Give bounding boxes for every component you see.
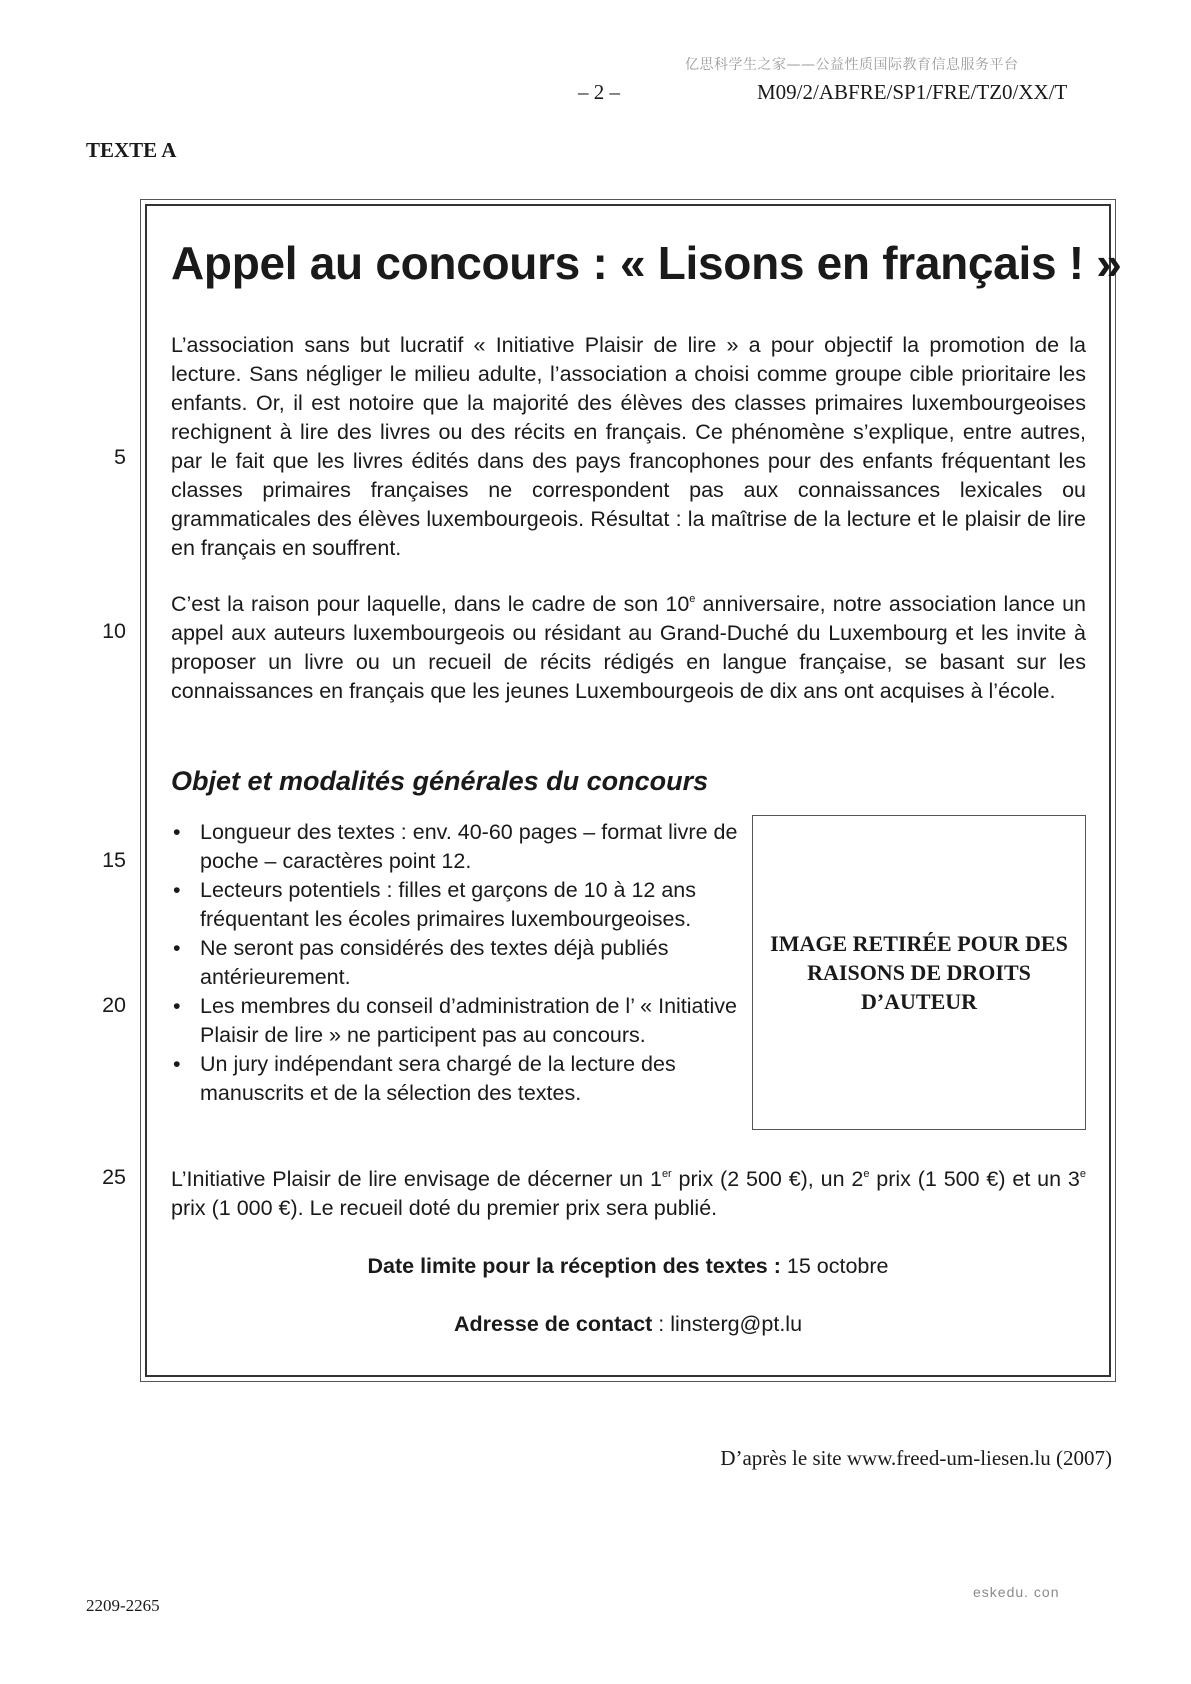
document-number: 2209-2265 xyxy=(86,1596,160,1615)
deadline-value: 15 octobre xyxy=(780,1254,889,1278)
list-item: • Un jury indépendant sera chargé de la lecture des manuscrits et de la sélection des textes. xyxy=(171,1050,741,1108)
deadline-label: Date limite pour la réception des textes : xyxy=(367,1254,781,1278)
paragraph-2 xyxy=(171,590,1086,706)
paragraph-3-text-d: prix (1 000 €). Le recueil doté du premier prix sera publié. xyxy=(171,1196,718,1220)
watermark-bottom: eskedu. con xyxy=(973,1584,1060,1600)
conditions-list xyxy=(171,818,741,1108)
line-number: 5 xyxy=(114,445,126,469)
list-item: • Lecteurs potentiels : filles et garçons de 10 à 12 ans fréquentant les écoles primaires luxembourgeoises. xyxy=(171,876,741,934)
paragraph-3-text-c: prix (1 500 €) et un 3 xyxy=(869,1167,1080,1191)
ordinal-superscript: e xyxy=(1079,1168,1086,1180)
image-placeholder xyxy=(752,815,1086,1130)
contact-email: : linsterg@pt.lu xyxy=(652,1312,803,1336)
list-item: • Longueur des textes : env. 40-60 pages – format livre de poche – caractères point 12. xyxy=(171,818,741,876)
deadline-line xyxy=(145,1254,1111,1279)
watermark-top: 亿思科学生之家——公益性质国际教育信息服务平台 xyxy=(685,57,1019,73)
paragraph-2-text-b: anniversaire, notre association lance un appel aux auteurs luxembourgeois ou résidant au Grand-Duché du Luxembourg et les invite à proposer un livre ou un recueil de récits rédigés en langue française, se basant sur les connaissances en français que les jeunes Luxembourgeois de dix ans ont acquises à l’école. xyxy=(171,592,1086,703)
paragraph-3-text-b: prix (2 500 €), un 2 xyxy=(671,1167,864,1191)
ordinal-superscript: e xyxy=(863,1168,870,1180)
contact-line xyxy=(145,1312,1111,1337)
list-item: • Ne seront pas considérés des textes déjà publiés antérieurement. xyxy=(171,934,741,992)
source-citation: D’après le site www.freed-um-liesen.lu (2007) xyxy=(720,1446,1112,1470)
list-item: • Les membres du conseil d’administration de l’ « Initiative Plaisir de lire » ne participent pas au concours. xyxy=(171,992,741,1050)
exam-code: M09/2/ABFRE/SP1/FRE/TZ0/XX/T xyxy=(757,80,1068,104)
paragraph-1: L’association sans but lucratif « Initiative Plaisir de lire » a pour objectif la promotion de la lecture. Sans négliger le milieu adulte, l’association a choisi comme groupe cible prioritaire les enfants. Or, il est notoire que la majorité des élèves des classes primaires luxembourgeoises rechignent à lire des livres ou des récits en français. Ce phénomène s’explique, entre autres, par le fait que les livres édités dans des pays francophones pour des enfants fréquentant les classes primaires françaises ne correspondent pas aux connaissances lexicales ou grammaticales des élèves luxembourgeois. Résultat : la maîtrise de la lecture et le plaisir de lire en français en souffrent. xyxy=(171,333,1086,560)
image-placeholder-text: IMAGE RETIRÉE POUR DES RAISONS DE DROITS D’AUTEUR xyxy=(770,931,1068,1014)
line-number: 10 xyxy=(102,619,126,643)
line-number: 15 xyxy=(102,848,126,872)
section-subheading: Objet et modalités générales du concours xyxy=(171,766,709,796)
contact-label: Adresse de contact xyxy=(453,1312,653,1336)
paragraph-2-superscript: e xyxy=(689,593,696,605)
article-title: Appel au concours : « Lisons en français ! » xyxy=(171,237,1122,289)
line-number: 20 xyxy=(102,993,126,1017)
paragraph-3 xyxy=(171,1165,1086,1223)
section-label: TEXTE A xyxy=(86,138,177,162)
line-number: 25 xyxy=(102,1165,126,1189)
paragraph-3-text-a: L’Initiative Plaisir de lire envisage de décerner un 1 xyxy=(171,1167,662,1191)
page-number: – 2 – xyxy=(578,80,620,104)
ordinal-superscript: er xyxy=(661,1168,672,1180)
paragraph-2-text-a: C’est la raison pour laquelle, dans le cadre de son 10 xyxy=(171,592,690,616)
